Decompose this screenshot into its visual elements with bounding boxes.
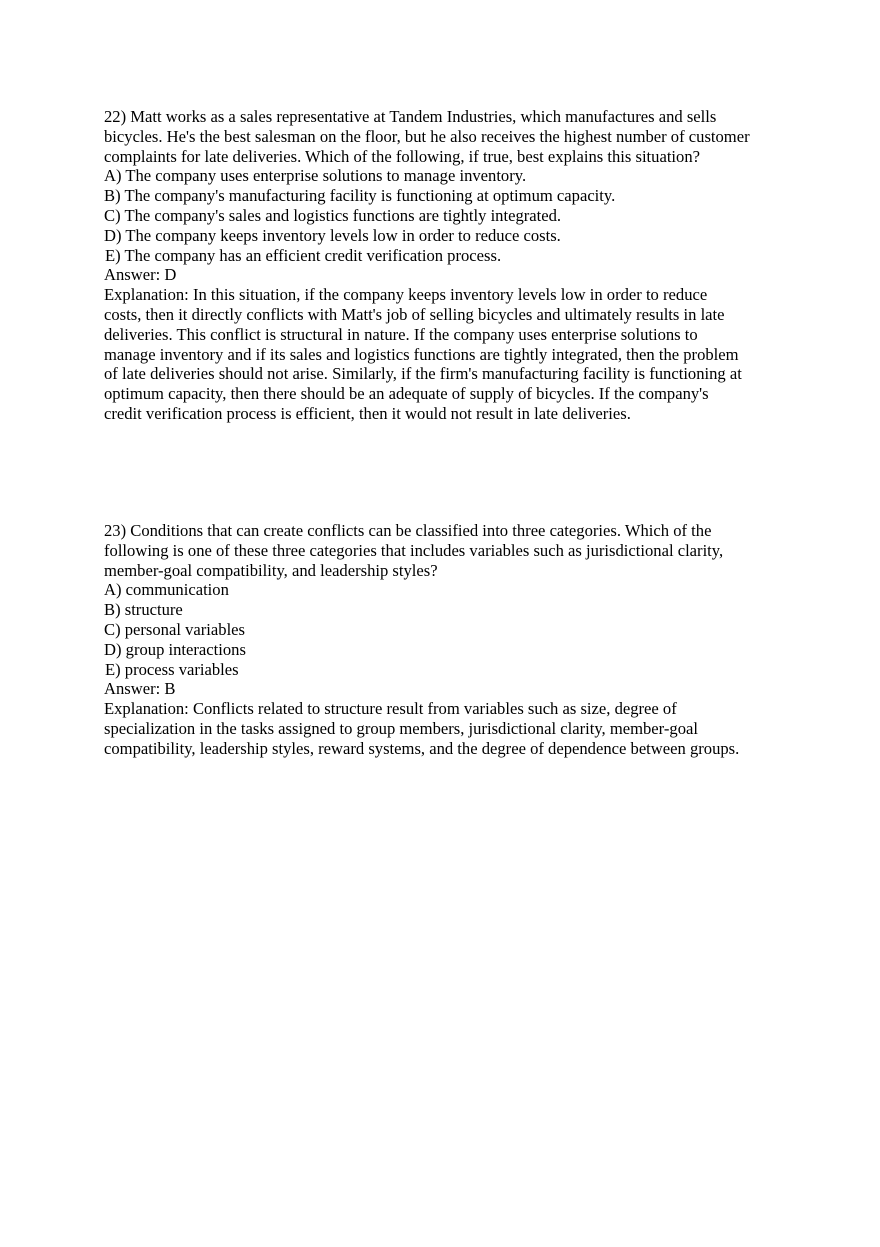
answer-key: Answer: D [104, 265, 177, 285]
stem-line: bicycles. He's the best salesman on the floor, but he also receives the highest number of customer [104, 126, 750, 146]
choice-b: B) structure [104, 600, 183, 620]
stem-line: complaints for late deliveries. Which of the following, if true, best explains this situation? [104, 146, 701, 166]
choice-d: D) group interactions [104, 639, 246, 659]
question-23 [104, 521, 794, 759]
explanation-line: manage inventory and if its sales and logistics functions are tightly integrated, then the problem [104, 344, 739, 364]
question-stem [104, 521, 794, 580]
explanation [104, 285, 794, 424]
explanation-line: Explanation: Conflicts related to structure result from variables such as size, degree of [104, 699, 677, 719]
explanation-line: specialization in the tasks assigned to group members, jurisdictional clarity, member-goal [104, 718, 698, 738]
explanation-line: of late deliveries should not arise. Similarly, if the firm's manufacturing facility is functioning at [104, 364, 742, 384]
answer-key: Answer: B [104, 679, 176, 699]
choice-d: D) The company keeps inventory levels low in order to reduce costs. [104, 225, 561, 245]
stem-line: 23) Conditions that can create conflicts can be classified into three categories. Which of the [104, 521, 712, 540]
choice-e: E) process variables [105, 659, 239, 679]
explanation-line: Explanation: In this situation, if the company keeps inventory levels low in order to reduce [104, 285, 708, 305]
explanation-line: costs, then it directly conflicts with Matt's job of selling bicycles and ultimately results in late [104, 304, 725, 324]
answer-choices [104, 580, 794, 679]
explanation-line: credit verification process is efficient, then it would not result in late deliveries. [104, 403, 631, 423]
explanation [104, 699, 794, 758]
explanation-line: optimum capacity, then there should be an adequate of supply of bicycles. If the company's [104, 384, 709, 404]
choice-c: C) personal variables [104, 619, 245, 639]
stem-line: following is one of these three categories that includes variables such as jurisdictional clarity, [104, 540, 724, 560]
choice-c: C) The company's sales and logistics functions are tightly integrated. [104, 205, 562, 225]
choice-a: A) communication [104, 580, 229, 600]
choice-b: B) The company's manufacturing facility is functioning at optimum capacity. [104, 186, 616, 206]
stem-line: 22) Matt works as a sales representative at Tandem Industries, which manufactures and sells [104, 107, 717, 126]
question-stem [104, 107, 794, 166]
stem-line: member-goal compatibility, and leadership styles? [104, 560, 438, 580]
answer-choices [104, 166, 794, 265]
explanation-line: compatibility, leadership styles, reward systems, and the degree of dependence between groups. [104, 738, 740, 758]
choice-a: A) The company uses enterprise solutions to manage inventory. [104, 166, 527, 186]
choice-e: E) The company has an efficient credit verification process. [105, 245, 502, 265]
question-22 [104, 107, 794, 424]
explanation-line: deliveries. This conflict is structural in nature. If the company uses enterprise solutions to [104, 324, 698, 344]
